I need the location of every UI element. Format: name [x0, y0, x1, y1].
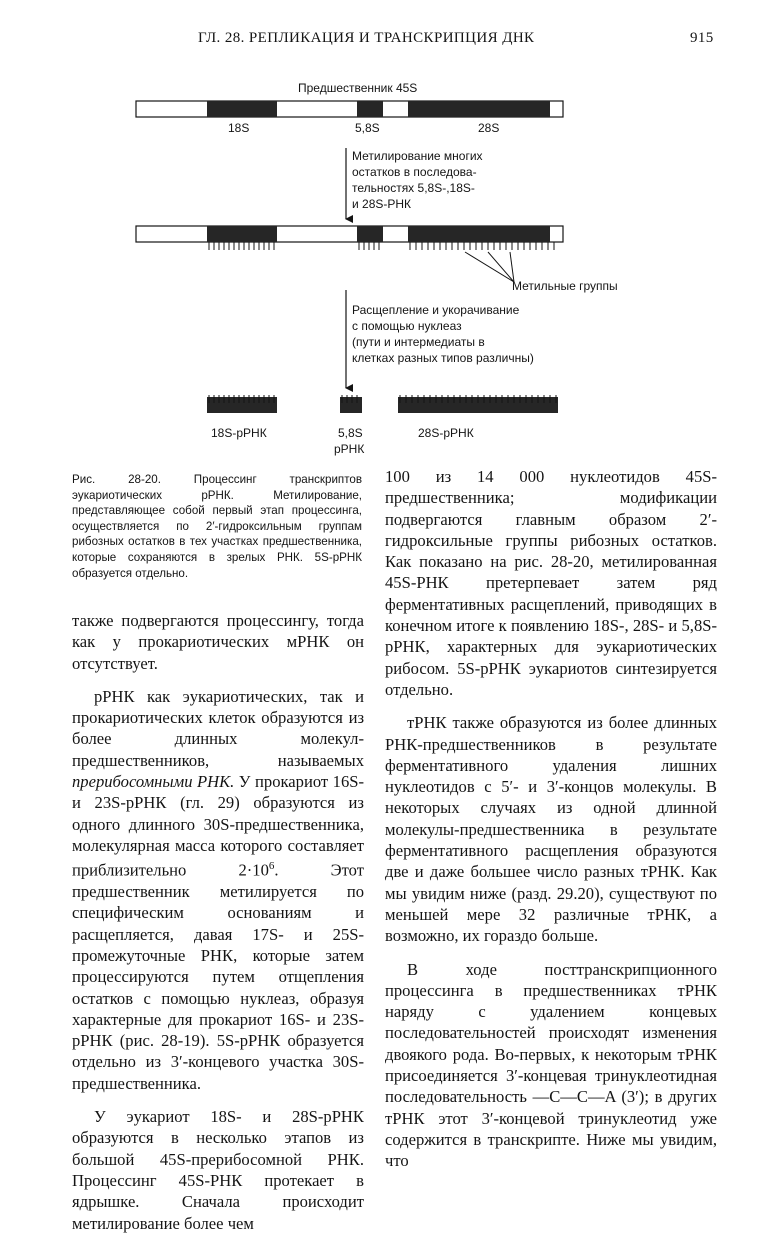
methyl-groups-label: Метильные группы	[512, 279, 618, 293]
step1-line4: и 28S-РНК	[352, 197, 412, 211]
label-28s: 28S	[478, 121, 500, 135]
paragraph: В ходе посттранскрипционного процессинга в предшественниках тРНК наряду с удалением концевых последовательностей происходят изменения двоякого рода. Во-первых, к некоторым тРНК присоединяется 3′-концевая тринуклеотидная последовательность —C—C—A (3′); в других тРНК этот 3′-концевой тринуклеотид уже содержится в транскрипте. Ниже мы увидим, что	[385, 959, 717, 1171]
segment-58s	[357, 101, 383, 117]
running-title: ГЛ. 28. РЕПЛИКАЦИЯ И ТРАНСКРИПЦИЯ ДНК	[198, 30, 535, 46]
product-58s-label-b: рРНК	[334, 442, 365, 456]
precursor-bar	[136, 101, 563, 117]
step1-line3: тельностях 5,8S-,18S-	[352, 181, 475, 195]
product-18s	[207, 397, 277, 413]
paragraph: также подвергаются процессингу, тогда как у прокариотических мРНК он отсутствует.	[72, 611, 364, 673]
step2-line2: с помощью нуклеаз	[352, 319, 462, 333]
step1-line2: остатков в последова-	[352, 165, 477, 179]
rrna-processing-figure	[0, 0, 776, 470]
product-18s-label: 18S-рРНК	[211, 426, 267, 440]
paragraph: тРНК также образуются из более длинных РНК-предшественников в результате ферментативного удаления лишних нуклеотидов с 5′- и 3′-концов молекулы. В некоторых случаях из одной длинной молекулы-предшественника в результате ферментативного расщепления образуются две и даже большее число разных тРНК. Как мы увидим ниже (разд. 29.20), существуют по меньшей мере 32 различные тРНК, а возможно, их гораздо больше.	[385, 713, 717, 946]
label-58s: 5,8S	[355, 121, 380, 135]
label-18s: 18S	[228, 121, 250, 135]
product-58s-label-a: 5,8S	[338, 426, 363, 440]
product-58s	[340, 397, 362, 413]
figure-caption: Рис. 28-20. Процессинг транскриптов эукариотических рРНК. Метилирование, представляющее собой первый этап процессинга, осуществляется по 2′-гидроксильным группам рибозных остатков в тех участках предшественника, которые сохраняются в зрелых РНК. 5S-рРНК образуется отдельно.	[72, 473, 362, 580]
step2-line4: клетках разных типов различны)	[352, 351, 534, 365]
segment-28s	[408, 101, 550, 117]
paragraph: рРНК как эукариотических, так и прокариотических клеток образуются из более длинных молекул-предшественников, называемых прерибосомными РНК. У прокариот 16S- и 23S-рРНК (гл. 29) образуются из одного длинного 30S-предшественника, молекулярная масса которого составляет приблизительно $2\cdot 10^6$. Этот предшественник метилируется по специфическим основаниям и расщепляется, давая 17S- и 25S-промежуточные РНК, которые затем процессируются путем отщепления остатков с помощью нуклеаз, образуя характерные для прокариот 16S- и 23S-рРНК (рис. 28-19). 5S-рРНК образуется отдельно из 3′-концевого участка 30S-предшественника.	[72, 686, 364, 1093]
step1-line1: Метилирование многих	[352, 149, 483, 163]
right-column	[385, 466, 717, 1184]
methylated-precursor-bar	[136, 226, 563, 250]
page-number: 915	[690, 30, 714, 46]
paragraph: 100 из 14 000 нуклеотидов 45S-предшественника; модификации подвергаются главным образом 2′-гидроксильные группы рибозных остатков. Как показано на рис. 28-20, метилированная 45S-РНК претерпевает затем ряд ферментативных расщеплений, приводящих в конечном итоге к появлению 18S-, 28S- и 5,8S-рРНК, характерных для эукариотических рибосом. 5S-рРНК эукариотов синтезируется отдельно.	[385, 467, 717, 699]
step2-line3: (пути и интермедиаты в	[352, 335, 485, 349]
left-column	[72, 610, 364, 1246]
segment-18s	[207, 101, 277, 117]
mature-rrna-products	[207, 395, 558, 413]
paragraph: У эукариот 18S- и 28S-рРНК образуются в несколько этапов из большой 45S-прерибосомной РНК. Процессинг 45S-РНК протекает в ядрышке. Сначала происходит метилирование более чем	[72, 1107, 364, 1233]
step2-line1: Расщепление и укорачивание	[352, 303, 520, 317]
italic-term: прерибосомными РНК.	[72, 772, 235, 792]
product-28s-label: 28S-рРНК	[418, 426, 474, 440]
precursor-label: Предшественник 45S	[298, 81, 418, 95]
